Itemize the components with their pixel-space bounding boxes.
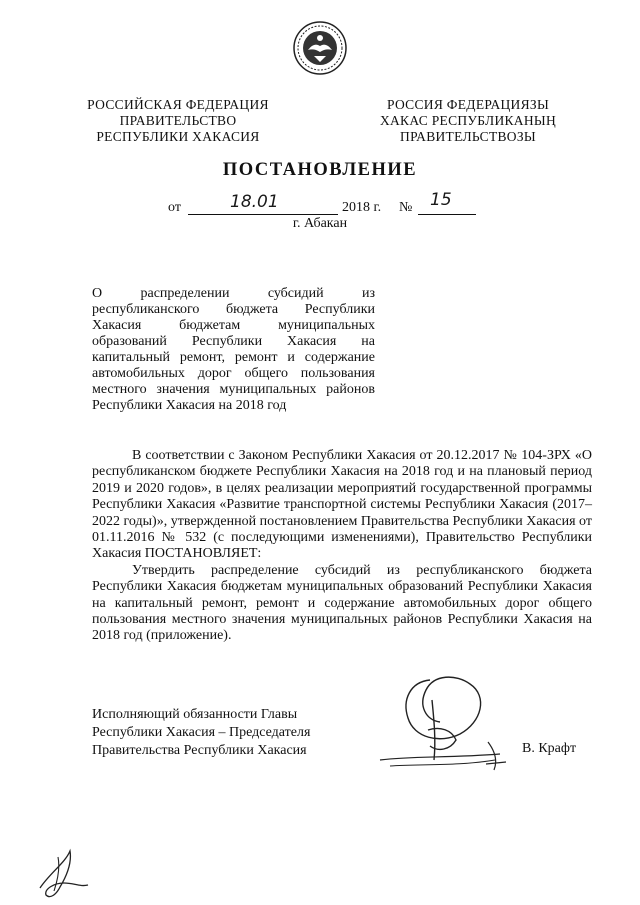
city-name: г. Абакан xyxy=(292,216,348,231)
signatory-line-1: Исполняющий обязанности Главы xyxy=(92,707,298,722)
date-underline xyxy=(188,214,338,215)
signatory-line-2: Республики Хакасия – Председателя xyxy=(92,725,311,740)
header-right-line-1: РОССИЯ ФЕДЕРАЦИЯЗЫ xyxy=(386,97,550,112)
document-title: ПОСТАНОВЛЕНИЕ xyxy=(222,160,418,180)
signatory-name: В. Крафт xyxy=(522,741,577,756)
number-underline xyxy=(418,214,476,215)
header-left-line-1: РОССИЙСКАЯ ФЕДЕРАЦИЯ xyxy=(87,97,269,112)
signatory-line-3: Правительства Республики Хакасия xyxy=(92,743,307,758)
signatory-title xyxy=(92,706,352,760)
header-right-line-3: ПРАВИТЕЛЬСТВОЗЫ xyxy=(400,129,536,144)
number-label: № xyxy=(399,200,413,215)
number-handwritten: 15 xyxy=(430,190,452,210)
header-right-line-2: ХАКАС РЕСПУБЛИКАНЫҢ xyxy=(379,113,557,128)
subject-text: О распределении субсидий из республиканского бюджета Республики Хакасия бюджетам муниципальных образований Республики Хакасия на капитальный ремонт, ремонт и содержание автомобильных дорог общего пользования местного значения муниципальных районов Республики Хакасия на 2018 год xyxy=(92,286,375,413)
body-paragraph-2: Утвердить распределение субсидий из республиканского бюджета Республики Хакасия бюджетам муниципальных образований Республики Хакасия на капитальный ремонт, ремонт и содержание автомобильных дорог общего пользования местного значения муниципальных районов Республики Хакасия на 2018 год (приложение). xyxy=(92,562,592,644)
header-right xyxy=(368,97,568,145)
body-paragraph-1: В соответствии с Законом Республики Хакасия от 20.12.2017 № 104-ЗРХ «О республиканском бюджете Республики Хакасия на 2018 год и на плановый период 2019 и 2020 годов», в целях реализации мероприятий государственной программы Республики Хакасия «Развитие транспортной системы Республики Хакасия (2017–2022 годы)», утвержденной постановлением Правительства Республики Хакасия от 01.11.2016 № 532 (с последующими изменениями), Правительство Республики Хакасия ПОСТАНОВЛЯЕТ: xyxy=(92,448,592,562)
year-text: 2018 г. xyxy=(342,200,382,215)
header-left-line-3: РЕСПУБЛИКИ ХАКАСИЯ xyxy=(96,129,260,144)
date-handwritten: 18.01 xyxy=(230,192,279,212)
header-left xyxy=(78,97,278,145)
document-body xyxy=(92,448,592,645)
date-prefix: от xyxy=(168,200,181,215)
date-number-line xyxy=(168,190,488,218)
handwritten-signature xyxy=(370,660,520,775)
subject-block xyxy=(92,286,375,414)
coat-of-arms-emblem xyxy=(292,20,348,76)
header-left-line-2: ПРАВИТЕЛЬСТВО xyxy=(119,113,237,128)
handwritten-initials xyxy=(30,843,95,903)
